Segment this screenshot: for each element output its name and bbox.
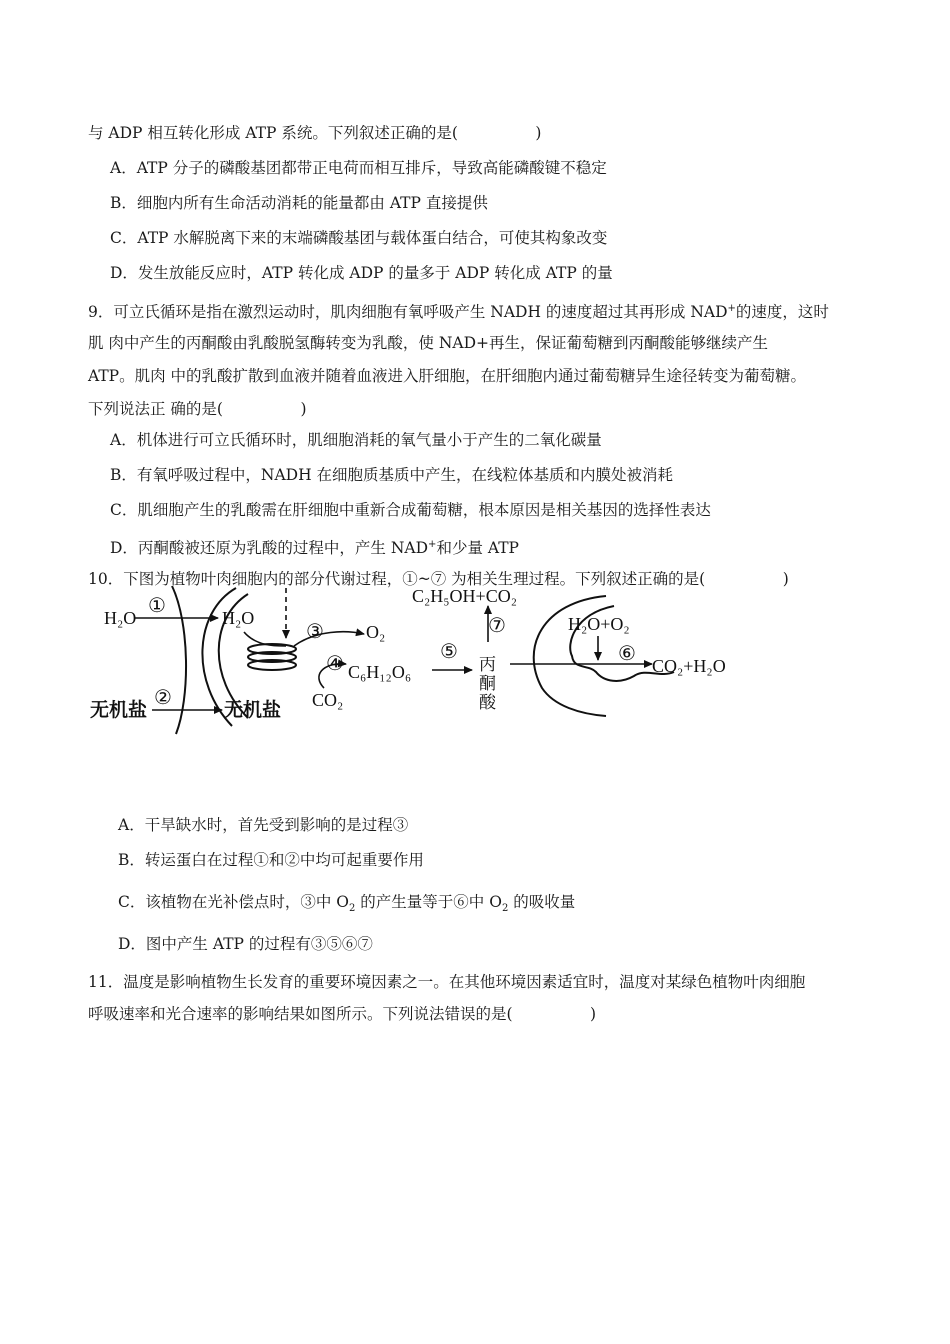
q10-stem: 10．下图为植物叶肉细胞内的部分代谢过程，①~⑦ 为相关生理过程。下列叙述正确的是( ) [88,570,789,588]
q9-line4: 下列说法正 确的是( ) [88,400,307,418]
q9-line3: ATP。肌肉 中的乳酸扩散到血液并随着血液进入肝细胞，在肝细胞内通过葡萄糖异生途径转变为葡萄糖。 [88,367,807,385]
q8-option-b: B．细胞内所有生命活动消耗的能量都由 ATP 直接提供 [110,194,488,212]
step-4-marker: ④ [326,653,344,675]
step-2-marker: ② [154,687,172,709]
q9-option-d [110,535,519,558]
q10-option-c-sub1: 2 [349,903,356,915]
q9-line1-sup: + [727,303,736,314]
q9-option-c: C．肌细胞产生的乳酸需在肝细胞中重新合成葡萄糖，根本原因是相关基因的选择性表达 [110,501,711,519]
q10-option-c-b: 的产生量等于⑥中 O [355,893,502,911]
co2-label: CO₂ [312,690,344,710]
inorganic-salt-outside-label: 无机盐 [90,700,148,721]
glucose-label: C₆H₁₂O₆ [348,662,412,682]
step-1-marker: ① [148,595,166,617]
q9-option-d-b: 和少量 ATP [436,539,519,558]
pyruvate-label-2: 酮 [479,674,496,693]
q9-option-d-a: D．丙酮酸被还原为乳酸的过程中，产生 NAD [110,539,429,558]
h2o-o2-label: H₂O+O₂ [568,614,630,634]
q8-option-a: A．ATP 分子的磷酸基团都带正电荷而相互排斥，导致高能磷酸键不稳定 [110,159,607,177]
q9-line1 [88,299,829,322]
co2-h2o-label: CO₂+H₂O [652,656,726,676]
q9-line2: 肌 肉中产生的丙酮酸由乳酸脱氢酶转变为乳酸，使 NAD+再生，保证葡萄糖到丙酮酸能够继续产生 [88,334,769,352]
step-6-marker: ⑥ [618,643,636,665]
h2o-outside-label: H₂O [104,608,137,628]
metabolism-diagram [86,586,766,736]
pyruvate-label-3: 酸 [479,693,496,712]
q9-option-b: B．有氧呼吸过程中，NADH 在细胞质基质中产生，在线粒体基质和内膜处被消耗 [110,466,674,484]
ethanol-co2-label: C₂H₅OH+CO₂ [412,586,517,606]
q10-option-c-c: 的吸收量 [508,893,576,911]
step-3-marker: ③ [306,621,324,643]
q9-option-d-sup: + [428,539,437,550]
q9-line1-a: 9．可立氏循环是指在激烈运动时，肌肉细胞有氧呼吸产生 NADH 的速度超过其再形成 NAD [88,303,728,322]
q10-option-b: B．转运蛋白在过程①和②中均可起重要作用 [118,851,424,869]
step-5-marker: ⑤ [440,641,458,663]
q10-option-d: D．图中产生 ATP 的过程有③⑤⑥⑦ [118,935,373,953]
o2-label: O₂ [366,622,386,642]
q9-option-a: A．机体进行可立氏循环时，肌细胞消耗的氧气量小于产生的二氧化碳量 [110,431,602,449]
step-7-marker: ⑦ [488,615,506,637]
q10-option-c-a: C．该植物在光补偿点时，③中 O [118,893,349,911]
q8-option-c: C．ATP 水解脱离下来的末端磷酸基团与载体蛋白结合，可使其构象改变 [110,229,608,247]
q9-line1-b: 的速度，这时 [735,303,829,322]
q11-line1: 11．温度是影响植物生长发育的重要环境因素之一。在其他环境因素适宜时，温度对某绿色植物叶肉细胞 [88,973,806,991]
cell-membrane [172,586,186,734]
h2o-inside-label: H₂O [222,608,255,628]
q10-option-c-sub2: 2 [501,903,509,915]
q10-option-a: A．干旱缺水时，首先受到影响的是过程③ [118,816,409,834]
inorganic-salt-inside-label: 无机盐 [224,700,282,721]
q11-line2: 呼吸速率和光合速率的影响结果如图所示。下列说法错误的是( ) [88,1005,597,1023]
q8-stem: 与 ADP 相互转化形成 ATP 系统。下列叙述正确的是( ) [88,124,542,142]
q10-option-c [118,892,575,919]
q8-option-d: D．发生放能反应时，ATP 转化成 ADP 的量多于 ADP 转化成 ATP 的量 [110,264,613,282]
pyruvate-label-1: 丙 [479,655,496,674]
